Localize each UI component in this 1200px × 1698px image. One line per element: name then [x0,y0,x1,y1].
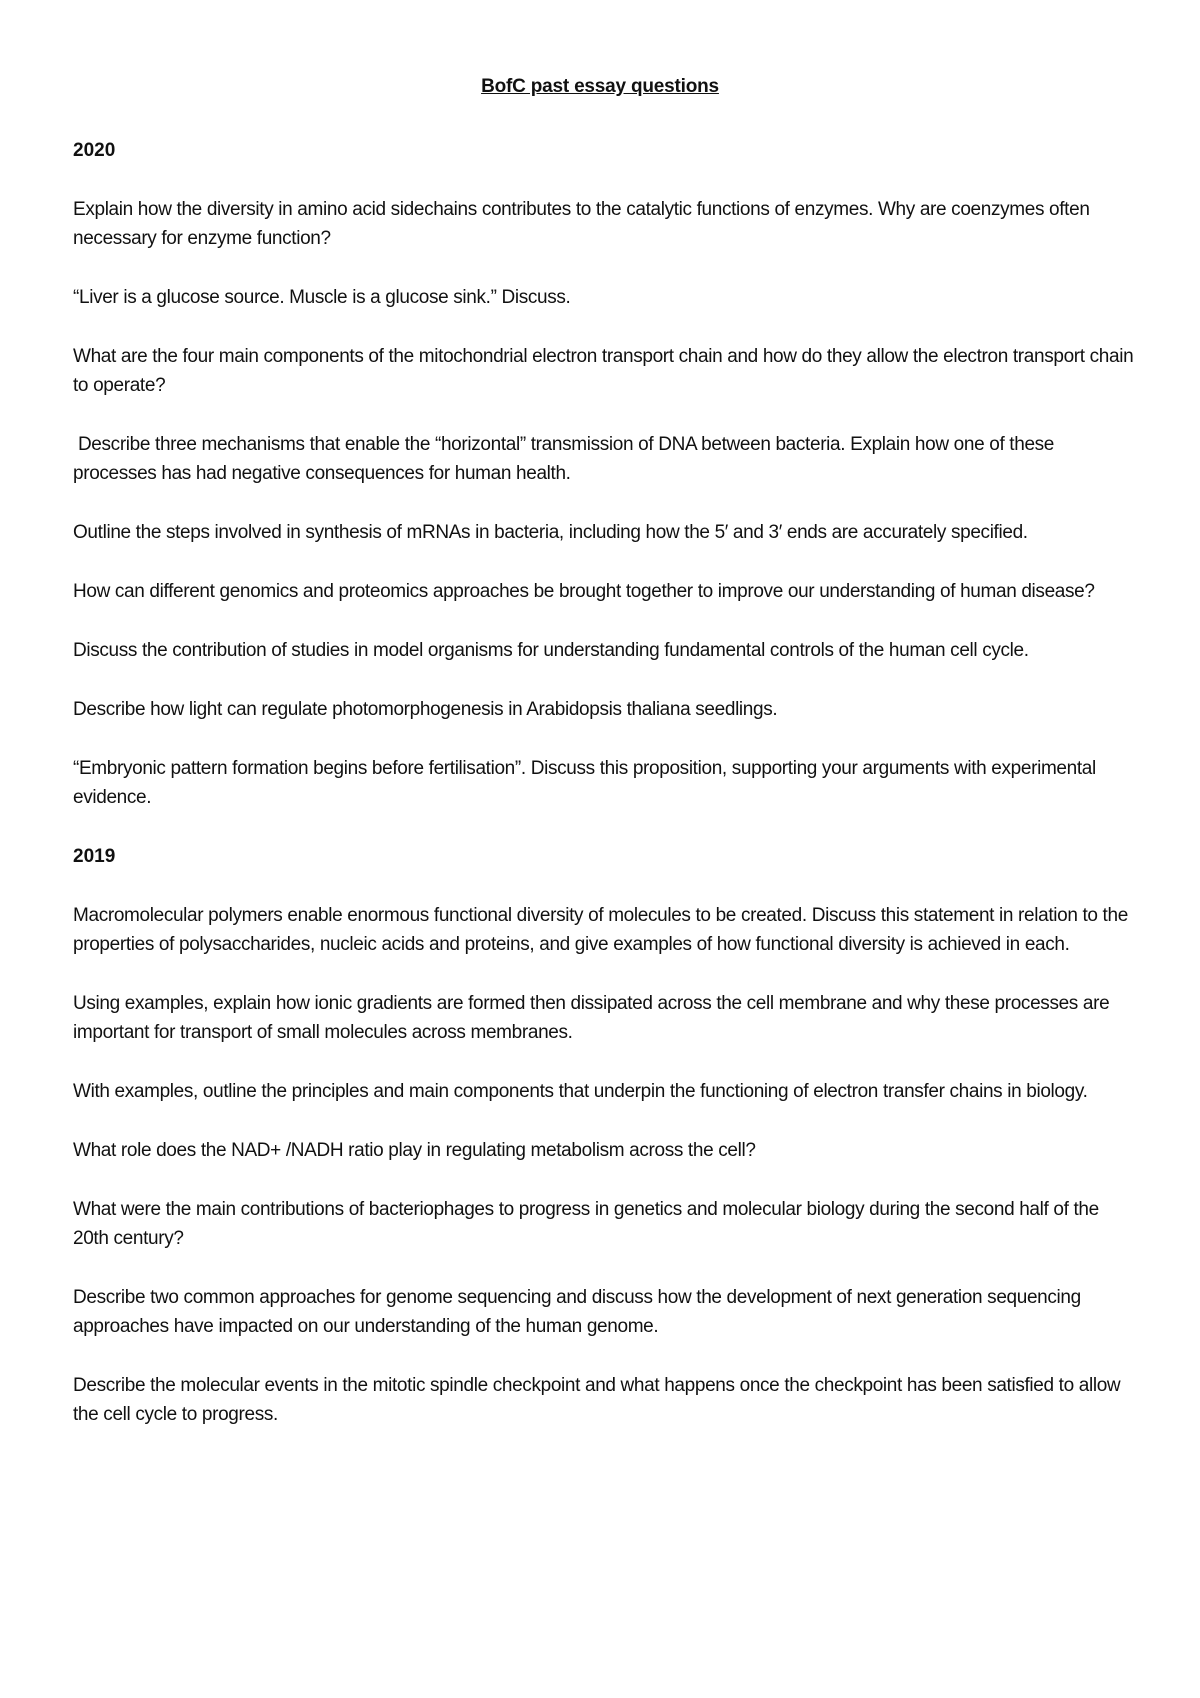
question-item: Macromolecular polymers enable enormous functional diversity of molecules to be created. Discuss this statement in relation to the properties of polysaccharides, nucleic acids and proteins, and give examples of how functional diversity is achieved in each. [73,905,1128,955]
question-item: Explain how the diversity in amino acid sidechains contributes to the catalytic functions of enzymes. Why are coenzymes often necessary for enzyme function? [73,199,1090,249]
section-year: 2019 [73,846,116,867]
question-item: “Embryonic pattern formation begins before fertilisation”. Discuss this proposition, supporting your arguments with experimental evidence. [73,758,1096,808]
question-item: Discuss the contribution of studies in model organisms for understanding fundamental controls of the human cell cycle. [73,640,1029,661]
question-item: What role does the NAD+ /NADH ratio play in regulating metabolism across the cell? [73,1140,756,1161]
document-title: BofC past essay questions [481,76,719,97]
question-item: Describe two common approaches for genome sequencing and discuss how the development of next generation sequencing approaches have impacted on our understanding of the human genome. [73,1287,1081,1337]
section-2019 [73,842,1139,1429]
question-item: What were the main contributions of bacteriophages to progress in genetics and molecular biology during the second half of the 20th century? [73,1199,1099,1249]
question-item: With examples, outline the principles and main components that underpin the functioning of electron transfer chains in biology. [73,1081,1088,1102]
question-item: What are the four main components of the mitochondrial electron transport chain and how do they allow the electron transport chain to operate? [73,346,1134,396]
question-item: Describe how light can regulate photomorphogenesis in Arabidopsis thaliana seedlings. [73,699,778,720]
question-item: Outline the steps involved in synthesis of mRNAs in bacteria, including how the 5′ and 3′ ends are accurately specified. [73,522,1028,543]
section-year: 2020 [73,140,116,161]
document-body [73,136,1139,1429]
section-2020 [73,136,1139,842]
question-item: Describe three mechanisms that enable the “horizontal” transmission of DNA between bacteria. Explain how one of these processes has had negative consequences for human health. [73,434,1059,484]
question-item: Using examples, explain how ionic gradients are formed then dissipated across the cell membrane and why these processes are important for transport of small molecules across membranes. [73,993,1110,1043]
question-item: How can different genomics and proteomics approaches be brought together to improve our understanding of human disease? [73,581,1095,602]
question-item: Describe the molecular events in the mitotic spindle checkpoint and what happens once the checkpoint has been satisfied to allow the cell cycle to progress. [73,1375,1121,1425]
question-item: “Liver is a glucose source. Muscle is a glucose sink.” Discuss. [73,287,571,308]
